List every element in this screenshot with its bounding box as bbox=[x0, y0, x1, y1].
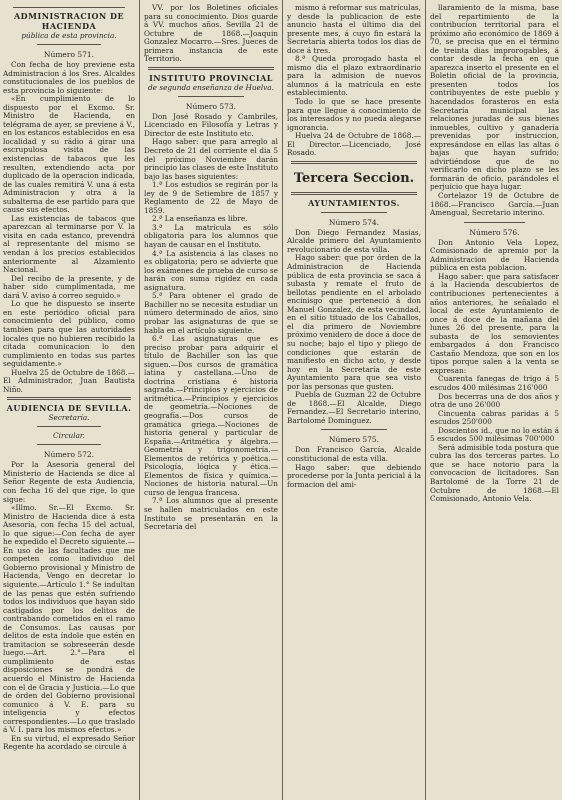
section-title-tercera: Tercera Seccion. bbox=[293, 170, 415, 186]
paragraph: Hago saber: que para satisfacer á la Hacienda descubiertos de contribuciones pertenecientes á años anteriores, he señalado el local de este Ayuntamiento de once á doce de la mañana del lunes 26 del presente, para la subasta de los semovientes embargados á don Francisco Castaño Mendoza, que son en los tipos porque salen á la venta se expresan: bbox=[430, 271, 559, 375]
paragraph: «Illmo. Sr.—El Excmo. Sr. Ministro de Hacienda dice á esta Asesoría, con fecha 15 del actual, lo que sigue:—Con fecha de ayer he expedido el Decreto siguiente.—En uso de las facultades que me competen como individuo del Gobierno provisional y Ministro de Hacienda, Vengo en decretar lo siguiente.—Artículo 1.° Se indultan de las penas que estén sufriendo todos los individuos que hayan sido castigados por los delitos de contrabando cometidos en el ramo de Consumos. Las causas por delitos de esta índole que estén en tramitacion se sobreseerán desde luego.—Art. 2.°—Para el cumplimiento de estas disposiciones se pondrá de acuerdo el Ministro de Hacienda con el de Gracia y Justicia.—Lo que de órden del Gobierno provisional comunico á V. E. para su inteligencia y efectos correspondientes.—Lo que traslado á V. I. para los mismos efectos.» bbox=[3, 503, 135, 735]
paragraph: 6.ª Las asignaturas que es preciso probar para adquirir el título de Bachiller son las que siguen.—Dos cursos de gramática latina y castellana.—Uno de doctrina cristiana é historia sagrada.—Principios y ejercicios de aritmética.—Principios y ejercicios de geometría.—Nociones de geografía.—Dos cursos de gramática griega.—Nociones de historia general y particular de España.—Aritmética y álgebra.—Geometría y trigonometría.—Elementos de retórica y poética.—Psicología, lógica y ética.—Elementos de física y química.—Nociones de historia natural.—Un curso de lengua francesa. bbox=[144, 334, 278, 497]
column-4 bbox=[427, 0, 562, 800]
paragraph: Huelva 25 de Octubre de 1868.—El Administrador, Juan Bautista Niño. bbox=[3, 367, 135, 394]
section-subheading: pública de esta provincia. bbox=[21, 31, 117, 40]
paragraph: Lo que he dispuesto se inserte en este periódico oficial para conocimiento del público, como tambien para que las autoridades locales que no hubieren recibido la citada comunicacion lo den cumplimiento en todas sus partes seguidamente.» bbox=[3, 299, 135, 369]
section-subheading: de segunda enseñanza de Huelva. bbox=[148, 82, 274, 92]
item-value: 26'000 bbox=[474, 400, 501, 410]
item-label: Cincuenta cabras paridas á 5 escudos bbox=[430, 408, 559, 427]
paragraph: «En cumplimiento de lo dispuesto por el Excmo. Sr. Ministro de Hacienda, en telégrama de ayer, se previene á V., en los estancos establecidos en esa localidad y su rádio á girar una escrupulosa visita de las existencias de tabacos que les resulten, extendiendo acta por duplicado de la operacion indicada, de las cuales remitirá V. una á esta Administracion y otra á la subalterna de ese partido para que cause sus efectos. bbox=[3, 94, 135, 215]
item-value: 250'000 bbox=[462, 417, 492, 427]
paragraph: 1.ª Los estudios se regirán por la ley de 9 de Setiembre de 1857 y Reglamento de 22 de Mayo de 1859. bbox=[144, 180, 278, 215]
rule bbox=[37, 426, 101, 427]
item-label: Dos becerras una de dos años y otra de uno bbox=[430, 391, 559, 410]
list-item bbox=[430, 427, 559, 444]
rule bbox=[321, 429, 387, 430]
section-subheading: Secretaría. bbox=[48, 413, 90, 423]
paragraph: Con fecha de hoy previene esta Administracion á los Sres. Alcaldes constitucionales de los pueblos de esta provincia lo siguiente: bbox=[3, 60, 135, 95]
section-heading-audiencia: AUDIENCIA DE SEVILLA. bbox=[6, 403, 132, 414]
paragraph: Por la Asesoría general del Ministerio de Hacienda se dice al Señor Regente de esta Audiencia, con fecha 16 del que rige, lo que sigue: bbox=[3, 460, 135, 504]
rule bbox=[321, 212, 387, 213]
column-rule bbox=[425, 0, 426, 800]
paragraph: Hago saber: que debiendo procederse por la Junta pericial á la formacion del ami- bbox=[287, 462, 421, 489]
paragraph: Huelva 24 de Octubre de 1868.—El Director.—Licenciado, José Rosado. bbox=[287, 131, 421, 158]
item-value: 700'000 bbox=[524, 434, 555, 444]
paragraph: Hago saber: que por órden de la Administracion de Hacienda pública de esta provincia se saca á subasta y remate el fruto de bellotas pendiente en el arbolado encinisgo que perteneció á don Manuel Gonzalez, de esta vecindad, en el sitio tituado de los Caballos, el dia primero de Noviembre próximo venidero de doce á doce de su noche; bajo el tipo y pliego de condiciones que estarán de manifiesto en dicho acto, y desde hoy en la Secretaría de este Ayuntamiento para que sea visto por las personas que gusten. bbox=[287, 253, 421, 391]
rule bbox=[37, 444, 101, 445]
notice-number: Número 571. bbox=[43, 50, 95, 59]
paragraph: 7.ª Los alumnos que al presente se hallen matriculados en este Instituto se presentarán en la Secretaría del bbox=[144, 496, 278, 532]
paragraph: Cortelazor 19 de Octubre de 1868.—Francisco García.—Juan Amengual, Secretario interino. bbox=[430, 191, 559, 218]
column-rule bbox=[139, 0, 140, 800]
list-item bbox=[430, 393, 559, 410]
paragraph: Las existencias de tabacos que aparezcan al terminarse por V. la visita en cada estanco, prevendrá al representante del mismo se vendan á los precios establecidos anteriormente al Alzamiento Nacional. bbox=[3, 213, 135, 275]
paragraph: Hago saber: que para arreglo al Decreto de 21 del corriente el dia 5 del próximo Noviembre darán principio las clases de este Instituto bajo las bases siguientes: bbox=[144, 137, 278, 181]
paragraph: Don Antonio Vela Lopez, Comisionado de apremio por la Administracion de Hacienda pública en esta poblacion. bbox=[430, 237, 559, 273]
paragraph: Don Diego Fernandez Masias, Alcalde primero del Ayuntamiento revolucionario de esta villa. bbox=[287, 227, 421, 254]
section-heading-instituto: INSTITUTO PROVINCIAL bbox=[149, 72, 273, 83]
double-rule bbox=[291, 192, 417, 195]
paragraph: Será admisible toda postura que cubra las dos terceras partes. Lo que se hace notorio para la convocacion de licitadores. San Bartolomé de la Torre 21 de Octubre de 1868.—El Comisionado, Antonio Vela. bbox=[430, 442, 559, 504]
paragraph: 8.ª Queda prorogado hasta el mismo dia el plazo extraordinario para la admision de nuevos alumnos á la matrícula en este establecimiento. bbox=[287, 54, 421, 98]
double-rule bbox=[7, 397, 131, 400]
notice-number: Número 573. bbox=[185, 101, 237, 111]
double-rule bbox=[148, 67, 274, 70]
paragraph: 2.ª La enseñanza es libre. bbox=[152, 214, 248, 224]
notice-number: Número 574. bbox=[328, 217, 380, 227]
list-item bbox=[430, 410, 559, 427]
rule bbox=[37, 44, 101, 45]
column-1 bbox=[0, 0, 138, 800]
column-2 bbox=[141, 0, 281, 800]
column-3 bbox=[284, 0, 424, 800]
paragraph: 3.ª La matrícula es sólo obligatoria para los alumnos que hayan de causar en el Instituto. bbox=[144, 222, 278, 250]
paragraph: mismo á reformar sus matrículas, y desde la publicacion de este anuncio hasta el último dia del presente mes, á cuyo fin estará la Secretaría abierta todos los dias de doce á tres. bbox=[287, 3, 421, 55]
paragraph: Don Francisco García, Alcalde constitucional de esta villa. bbox=[287, 445, 421, 463]
list-item bbox=[430, 375, 559, 392]
rule bbox=[464, 222, 525, 223]
notice-number: Número 576. bbox=[469, 227, 520, 237]
item-label: Doscientos id., que no lo están á 5 escudos 500 milésimas bbox=[430, 425, 559, 444]
double-rule bbox=[291, 161, 417, 164]
paragraph: Don José Rosado y Cambriles, Licenciado en Filosofía y Letras y Director de este Instituto etc. bbox=[144, 111, 278, 138]
paragraph: 4.ª La asistencia á las clases no es obligatoria; pero se advierte que los exámenes de prueba de curso se harán con suma rigidez en cada asignatura. bbox=[144, 248, 278, 292]
section-heading-ayuntamientos: AYUNTAMIENTOS. bbox=[308, 197, 400, 208]
item-label: Cuarenta fanegas de trigo á 5 escudos 400 milésimas bbox=[430, 374, 559, 392]
paragraph: llaramiento de la misma, base del repartimiento de la contribucion territorial para el próximo año económico de 1869 á 70, se precisa que en el término de treinta dias improrogables, á contar desde la fecha en que aparezca inserto el presente en el Boletin oficial de la provincia, presenten todos los contribuyentes de este pueblo y hacendados forasteros en esta Secretaría municipal las relaciones juradas de sus bienes inmuebles, cultivo y ganadería prevenidas por instruccion, expresándose en ellas las altas ó bajas que hayan sufrido; advirtiéndose que de no verificarlo en dicho plazo se les formarán de oficio, parándoles el perjuicio que haya lugar. bbox=[430, 3, 559, 192]
section-heading-hacienda: ADMINISTRACION DE HACIENDA bbox=[13, 11, 125, 31]
notice-number: Número 572. bbox=[43, 450, 95, 460]
notice-number: Número 575. bbox=[328, 435, 380, 445]
paragraph: En su virtud, el expresado Señor Regente ha acordado se circule á bbox=[3, 733, 135, 752]
paragraph: VV. por los Boletines oficiales para su conocimiento. Dios guarde á VV. muchos años. Sevilla 21 de Octubre de 1868.—Joaquin Gonzalez Mocarro.—Sres. Jueces de primera instancia de este Territorio. bbox=[144, 3, 278, 64]
section-subheading: Circular. bbox=[53, 431, 85, 441]
column-rule bbox=[282, 0, 283, 800]
paragraph: 5.ª Para obtener el grado de Bachiller no se necesita estudiar un número determinado de años, sino probar las asignaturas de que se habla en el artículo siguiente. bbox=[144, 291, 278, 335]
paragraph: Puebla de Guzman 22 de Octubre de 1868.—El Alcalde, Diego Fernandez.—El Secretario interino, Bartolomé Dominguez. bbox=[287, 390, 421, 425]
paragraph: Todo lo que se hace presente para que llegue á conocimiento de los interesados y no pueda alegarse ignorancia. bbox=[287, 97, 421, 132]
paragraph: Del recibo de la presente, y de haber sido cumplimentada, me dará V. aviso á correo seguido.» bbox=[3, 273, 135, 300]
rule bbox=[13, 7, 125, 8]
rule bbox=[178, 96, 244, 97]
item-value: 216'000 bbox=[517, 382, 548, 392]
